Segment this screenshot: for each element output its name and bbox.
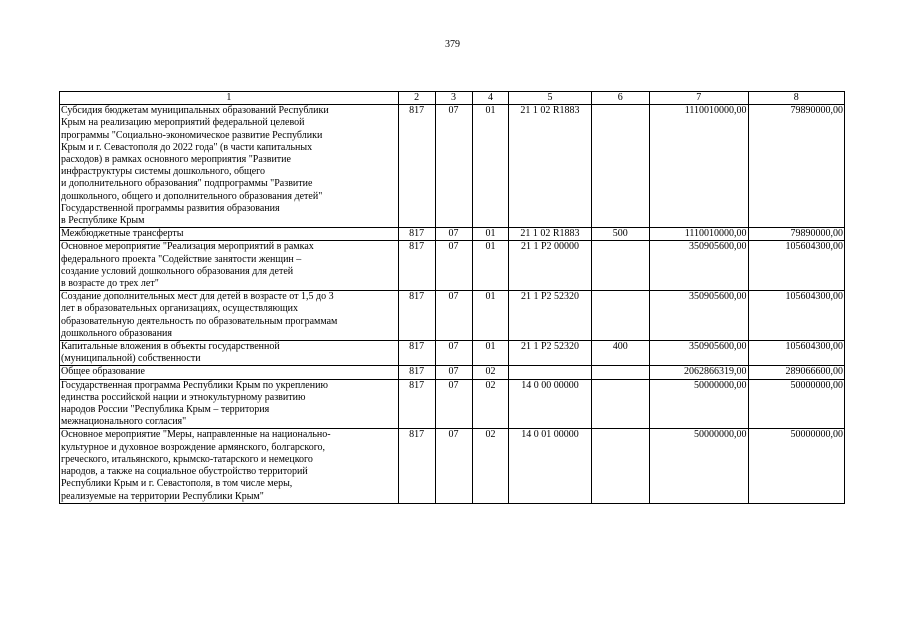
cell-c6: 400 [591,341,649,366]
cell-c7: 2062866319,00 [650,366,749,379]
cell-c6 [591,291,649,341]
cell-c8: 50000000,00 [748,429,845,503]
cell-c5: 21 1 02 R1883 [509,105,591,228]
row-name-line: народов России "Республика Крым – территория [61,404,270,416]
cell-c3: 07 [435,241,472,291]
row-name-line: Создание дополнительных мест для детей в возрасте от 1,5 до 3 [61,291,334,303]
header-cell: 1 [60,92,399,105]
row-name-line: образовательную деятельность по образовательным программам [61,315,338,327]
cell-c2: 817 [398,379,435,429]
row-name-line: дошкольного образования [61,327,173,339]
cell-c4: 01 [472,341,509,366]
row-name-line: федерального проекта "Содействие занятости женщин – [61,253,302,265]
row-name-line: Капитальные вложения в объекты государственной [61,341,280,353]
row-name-cell [60,241,399,291]
cell-c7: 50000000,00 [650,429,749,503]
cell-c5 [509,366,591,379]
cell-c5: 21 1 P2 52320 [509,291,591,341]
row-name-line: и дополнительного образования" подпрограммы "Развитие [61,178,313,190]
row-name-line: Межбюджетные трансферты [61,228,184,240]
cell-c5: 21 1 P2 00000 [509,241,591,291]
row-name-cell [60,429,399,503]
cell-c6 [591,366,649,379]
row-name-line: единства российской нации и этнокультурному развитию [61,391,306,403]
row-name-line: в Республике Крым [61,215,145,227]
row-name-line: межнационального согласия" [61,416,187,428]
cell-c8: 289066600,00 [748,366,845,379]
cell-c7: 50000000,00 [650,379,749,429]
cell-c6 [591,429,649,503]
cell-c4: 01 [472,105,509,228]
cell-c8: 79890000,00 [748,105,845,228]
header-cell: 6 [591,92,649,105]
cell-c7: 1110010000,00 [650,105,749,228]
header-cell: 4 [472,92,509,105]
row-name-line: в возрасте до трех лет" [61,278,159,290]
row-name-line: Государственной программы развития образования [61,202,280,214]
cell-c3: 07 [435,291,472,341]
cell-c2: 817 [398,429,435,503]
cell-c3: 07 [435,341,472,366]
cell-c7: 350905600,00 [650,241,749,291]
cell-c2: 817 [398,341,435,366]
cell-c7: 350905600,00 [650,341,749,366]
row-name-cell [60,341,399,366]
row-name-line: расходов) в рамках основного мероприятия "Развитие [61,154,291,166]
cell-c3: 07 [435,379,472,429]
cell-c3: 07 [435,228,472,241]
cell-c6: 500 [591,228,649,241]
row-name-line: программы "Социально-экономическое развитие Республики [61,129,323,141]
row-name-line: (муниципальной) собственности [61,353,201,365]
row-name-line: Крым и г. Севастополя до 2022 года" (в части капитальных [61,141,313,153]
row-name-cell [60,291,399,341]
cell-c8: 79890000,00 [748,228,845,241]
table-row [60,291,845,341]
cell-c4: 02 [472,366,509,379]
row-name-line: Крым на реализацию мероприятий федеральной целевой [61,117,305,129]
cell-c3: 07 [435,366,472,379]
row-name-line: реализуемые на территории Республики Крым" [61,490,264,502]
row-name-cell [60,366,399,379]
row-name-cell [60,379,399,429]
cell-c7: 350905600,00 [650,291,749,341]
cell-c3: 07 [435,105,472,228]
table-row [60,341,845,366]
page-number: 379 [445,39,460,50]
cell-c2: 817 [398,366,435,379]
cell-c5: 14 0 00 00000 [509,379,591,429]
table-row [60,379,845,429]
cell-c5: 21 1 02 R1883 [509,228,591,241]
cell-c2: 817 [398,105,435,228]
cell-c4: 01 [472,241,509,291]
table-row [60,105,845,228]
row-name-line: Основное мероприятие "Реализация мероприятий в рамках [61,241,314,253]
row-name-line: Субсидия бюджетам муниципальных образований Республики [61,105,329,117]
row-name-line: Республики Крым и г. Севастополя, в том числе меры, [61,478,293,490]
header-cell: 5 [509,92,591,105]
cell-c8: 105604300,00 [748,241,845,291]
row-name-line: создание условий дошкольного образования для детей [61,265,294,277]
row-name-line: культурное и духовное возрождение армянского, болгарского, [61,441,326,453]
row-name-line: народов, а также на социальное обустройство территорий [61,466,308,478]
row-name-line: греческого, итальянского, крымско-татарского и немецкого [61,453,313,465]
cell-c3: 07 [435,429,472,503]
cell-c4: 01 [472,291,509,341]
table-row [60,429,845,503]
row-name-line: инфраструктуры системы дошкольного, общего [61,166,266,178]
cell-c8: 105604300,00 [748,291,845,341]
cell-c4: 02 [472,429,509,503]
row-name-line: дошкольного, общего и дополнительного образования детей" [61,190,323,202]
cell-c8: 105604300,00 [748,341,845,366]
cell-c4: 02 [472,379,509,429]
cell-c5: 21 1 P2 52320 [509,341,591,366]
cell-c2: 817 [398,291,435,341]
table-row [60,228,845,241]
row-name-line: Общее образование [61,366,145,378]
budget-table [59,91,845,504]
header-cell: 3 [435,92,472,105]
cell-c5: 14 0 01 00000 [509,429,591,503]
cell-c8: 50000000,00 [748,379,845,429]
row-name-line: Государственная программа Республики Крым по укреплению [61,379,328,391]
table-row [60,241,845,291]
cell-c6 [591,241,649,291]
row-name-cell [60,228,399,241]
header-cell: 8 [748,92,845,105]
row-name-line: лет в образовательных организациях, осуществляющих [61,303,299,315]
table-row [60,366,845,379]
cell-c7: 1110010000,00 [650,228,749,241]
row-name-cell [60,105,399,228]
cell-c6 [591,379,649,429]
header-cell: 7 [650,92,749,105]
cell-c6 [591,105,649,228]
table-header-row [60,92,845,105]
cell-c2: 817 [398,241,435,291]
cell-c2: 817 [398,228,435,241]
cell-c4: 01 [472,228,509,241]
row-name-line: Основное мероприятие "Меры, направленные на национально- [61,429,331,441]
header-cell: 2 [398,92,435,105]
